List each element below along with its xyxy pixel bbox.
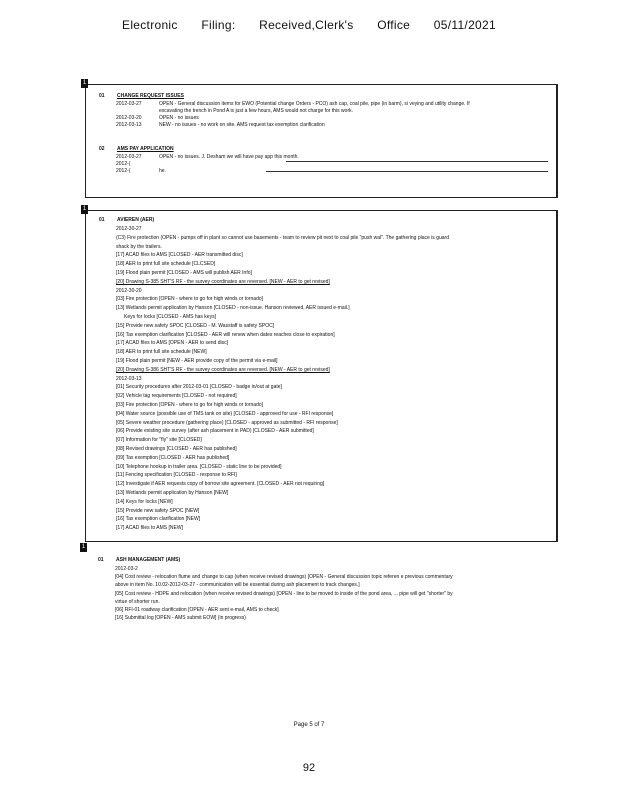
entry-line: [10] Telephone hookup in trailer area. [CLOSED - static line to be provided] [116, 463, 282, 470]
stamp-word: Received,Clerk's [259, 18, 354, 32]
entry-line: [18] AER to print full site schedule [NEW] [116, 349, 207, 356]
section-heading [99, 146, 174, 152]
entry-line: 2012-03-20 OPEN - no issues [116, 115, 199, 121]
entry-line: [11] Fencing specification [CLOSED - response to RFI] [116, 472, 237, 479]
entry-line: [15] Provide new safety SPOC [NEW] [116, 507, 200, 514]
entry-line: [18] AER to print full site schedule [CLCSED] [116, 261, 216, 268]
entry-line: [03] Fire protection [OPEN - where to go for high winds or tornado] [116, 401, 264, 408]
section-marker: 1 [82, 206, 87, 212]
entry-line: [04] Cost review - relocation flume and change to cap (when receive revised drawings) [OPEN - General discussion topic referen e previous commentary [115, 574, 453, 581]
entry-line: 2012-03-27 OPEN - General discussion items for EWO (Potential change Orders - PCO) ash cap, coal pile, pipe (in barm), si veying and utility change. If [116, 101, 470, 107]
entry-line: virtue of shorter run. [115, 598, 160, 605]
entry-line: [05] Severe weather procedure (gathering place) [CLOSED - approved as submitted - RFI response] [116, 419, 338, 426]
entry-list [116, 225, 552, 533]
entry-line: [17] ACAD files to AMS [CLOSED - AER transmitted disc] [116, 252, 243, 259]
section-title: AMS PAY APPLICATION [117, 146, 174, 152]
entry-line: [02] Vehicle tag requirements [CLOSED - not required] [116, 393, 237, 400]
entry-line: [16] Submittal log [OPEN - AMS submit EOW] (in progress) [115, 615, 246, 622]
entry-line: [15] Provide new safety SPOC [CLOSED - M. Wasstaff is safety SPOC] [116, 322, 275, 329]
meeting-item-box [82, 80, 558, 198]
redaction-line [266, 171, 548, 172]
entry-line: [16] Tax exemption clarification [NEW] [116, 516, 201, 523]
entry-line: [19] Flood plain permit [CLOSED - AMS will publish AER Info] [116, 269, 252, 276]
entry-date: 2012-03-2 [115, 566, 138, 572]
entry-line: [19] Flood plain permit [NEW - AER provide copy of the permit via e-mail] [116, 357, 278, 364]
entry-date: 2012-30-20 [116, 287, 142, 294]
redaction-line [286, 161, 548, 162]
entry-line: [07] Information for "fly" site [CLOSED] [116, 437, 202, 444]
entry-line: [01] Security procedures after 2012-03-01 [CLOSED - badge in/out at gate] [116, 384, 282, 391]
entry-line: [13] Wetlands permit application by Hanson [CLOSED - non-issue. Hanson reviewed, AER issued e-mail.] [116, 305, 350, 312]
entry-line: Keys for locks [CLOSED - AMS has keys] [124, 313, 216, 320]
entry-line: [06] RFI-01 roadway clarification [OPEN - AER sent e-mail, AMS to check] [115, 607, 279, 614]
stamp-word: Filing: [201, 18, 236, 32]
section-heading [99, 217, 154, 223]
entry-line: [17] ACAD files to AMS [OPEN - AER to send disc] [116, 340, 228, 347]
section-heading [98, 557, 180, 563]
page-label: Page 5 of 7 [293, 722, 325, 728]
entry-line: [06] Provide existing site survey (after ash placement in PAD) [CLOSED - AER submitted] [116, 428, 314, 435]
page-number: 92 [302, 762, 316, 774]
section-title: AVIEREN (AER) [117, 217, 155, 223]
section-heading [99, 93, 184, 99]
entry-line: [20] Drawing S-386 SHT'S RF - the survey coordinates are reversed. [NEW - AER to get revised] [116, 366, 330, 373]
entry-line: [05] Cost review - HDPE and relocation (when receive revised drawings) [OPEN - line to be moved to inside of the pond area, ... pipe will get "shorter" by [115, 590, 453, 597]
meeting-item-box [81, 544, 555, 629]
entry-line: [16] Tax exemption clarification [CLOSED - AER will renew when dates reaches close to expiration] [116, 331, 335, 338]
entry-date: 2012-30-27 [116, 226, 142, 232]
section-number: 01 [98, 557, 104, 563]
section-title: ASH MANAGEMENT (AMS) [116, 557, 181, 563]
entry-line: [04] Water source (possible use of TMS tank on site) [CLOSED - approved for use - RFI response] [116, 410, 334, 417]
section-number: 01 [99, 93, 105, 99]
entry-line: [09] Tax exemption [CLOSED - AER has published] [116, 454, 230, 461]
entry-line: [14] Keys for locks [NEW] [116, 498, 173, 505]
entry-line: [03] Fire protection [OPEN - where to go for high winds or tornado] [116, 296, 264, 303]
section-marker: 1 [82, 80, 87, 86]
filing-stamp [0, 18, 618, 32]
stamp-word: Office [377, 18, 411, 32]
section-marker: 1 [81, 544, 86, 550]
stamp-date: 05/11/2021 [433, 18, 496, 32]
section-number: 01 [99, 217, 105, 223]
entry-line: 2012-03-27 OPEN - no issues. J. Desham we will have pay app this month. [116, 154, 299, 160]
entry-line: 2012-03-13 NEW - no issues - no work on site. AMS request tax exemption clarification [116, 122, 325, 128]
entry-line: (C3) Fire protection (OPEN - pumps off in plant so cannot use basements - team to review pit next to coal pile "push wal". The gathering place is guard [116, 234, 449, 241]
entry-list [115, 565, 551, 622]
entry-line: [17] ACAD files to AMS [NEW] [116, 525, 183, 532]
entry-line: [20] Drawing S-385 SHT'S RF - the survey coordinates are reversed. [NEW - AER to get revised] [116, 278, 330, 285]
entry-line: above in item No. 10.02-2012-03-27 - communication will be essential during ash placement to track changes.] [115, 582, 360, 589]
stamp-word: Electronic [122, 18, 178, 32]
entry-line: 2012-( he. [116, 168, 166, 174]
section-title: CHANGE REQUEST ISSUES [117, 93, 184, 99]
meeting-item-box [82, 206, 558, 542]
entry-line: 2012-( [116, 161, 131, 167]
entry-line: shack by the trailers. [116, 243, 162, 250]
entry-line: [12] Investigate if AER requests copy of borrow site agreement. [CLOSED - AER not requiring] [116, 481, 325, 488]
entry-line: excavating the trench in Pond A is just a few hours, AMS would not charge for this work. [159, 108, 353, 114]
entry-date: 2012-03-13 [116, 375, 142, 382]
entry-line: [13] Wetlands permit application by Hanson [NEW] [116, 489, 229, 496]
section-number: 02 [99, 146, 105, 152]
entry-line: [08] Revised drawings [CLOSED - AER has published] [116, 445, 237, 452]
entry-list [116, 101, 552, 129]
